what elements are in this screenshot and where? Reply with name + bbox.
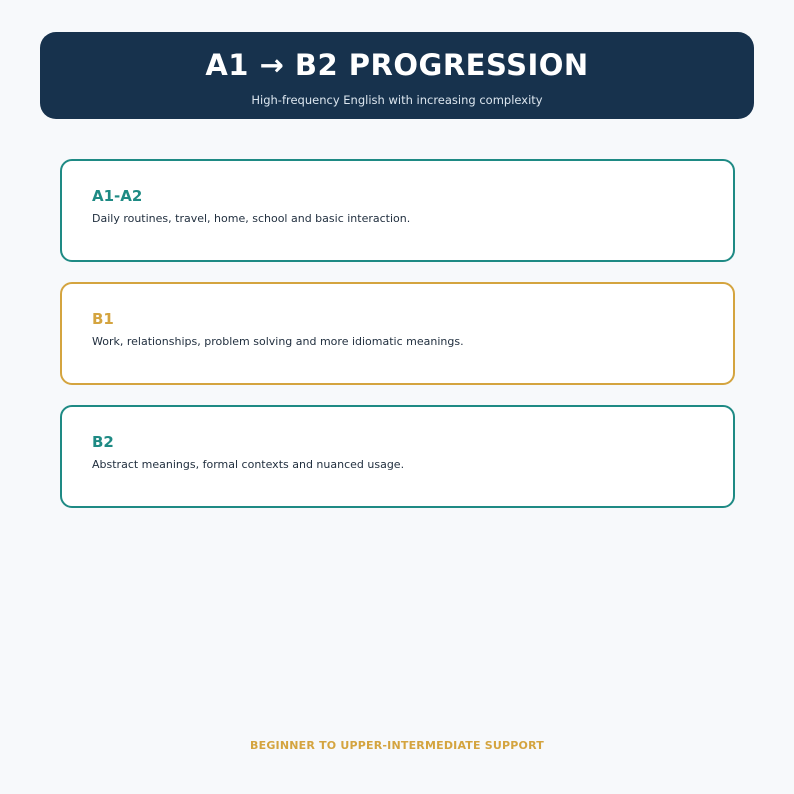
- level-description: Abstract meanings, formal contexts and nuanced usage.: [92, 458, 405, 471]
- level-description: Work, relationships, problem solving and more idiomatic meanings.: [92, 335, 464, 348]
- level-label: B1: [92, 310, 114, 328]
- level-label: B2: [92, 433, 114, 451]
- footer-tagline: BEGINNER TO UPPER-INTERMEDIATE SUPPORT: [250, 739, 544, 752]
- page-title: A1 → B2 PROGRESSION: [205, 48, 589, 82]
- level-label: A1-A2: [92, 187, 143, 205]
- level-card-b1: [60, 282, 735, 385]
- header-banner: [40, 32, 754, 119]
- level-card-a1-a2: [60, 159, 735, 262]
- page-subtitle: High-frequency English with increasing complexity: [251, 93, 543, 107]
- level-description: Daily routines, travel, home, school and basic interaction.: [92, 212, 411, 225]
- level-card-b2: [60, 405, 735, 508]
